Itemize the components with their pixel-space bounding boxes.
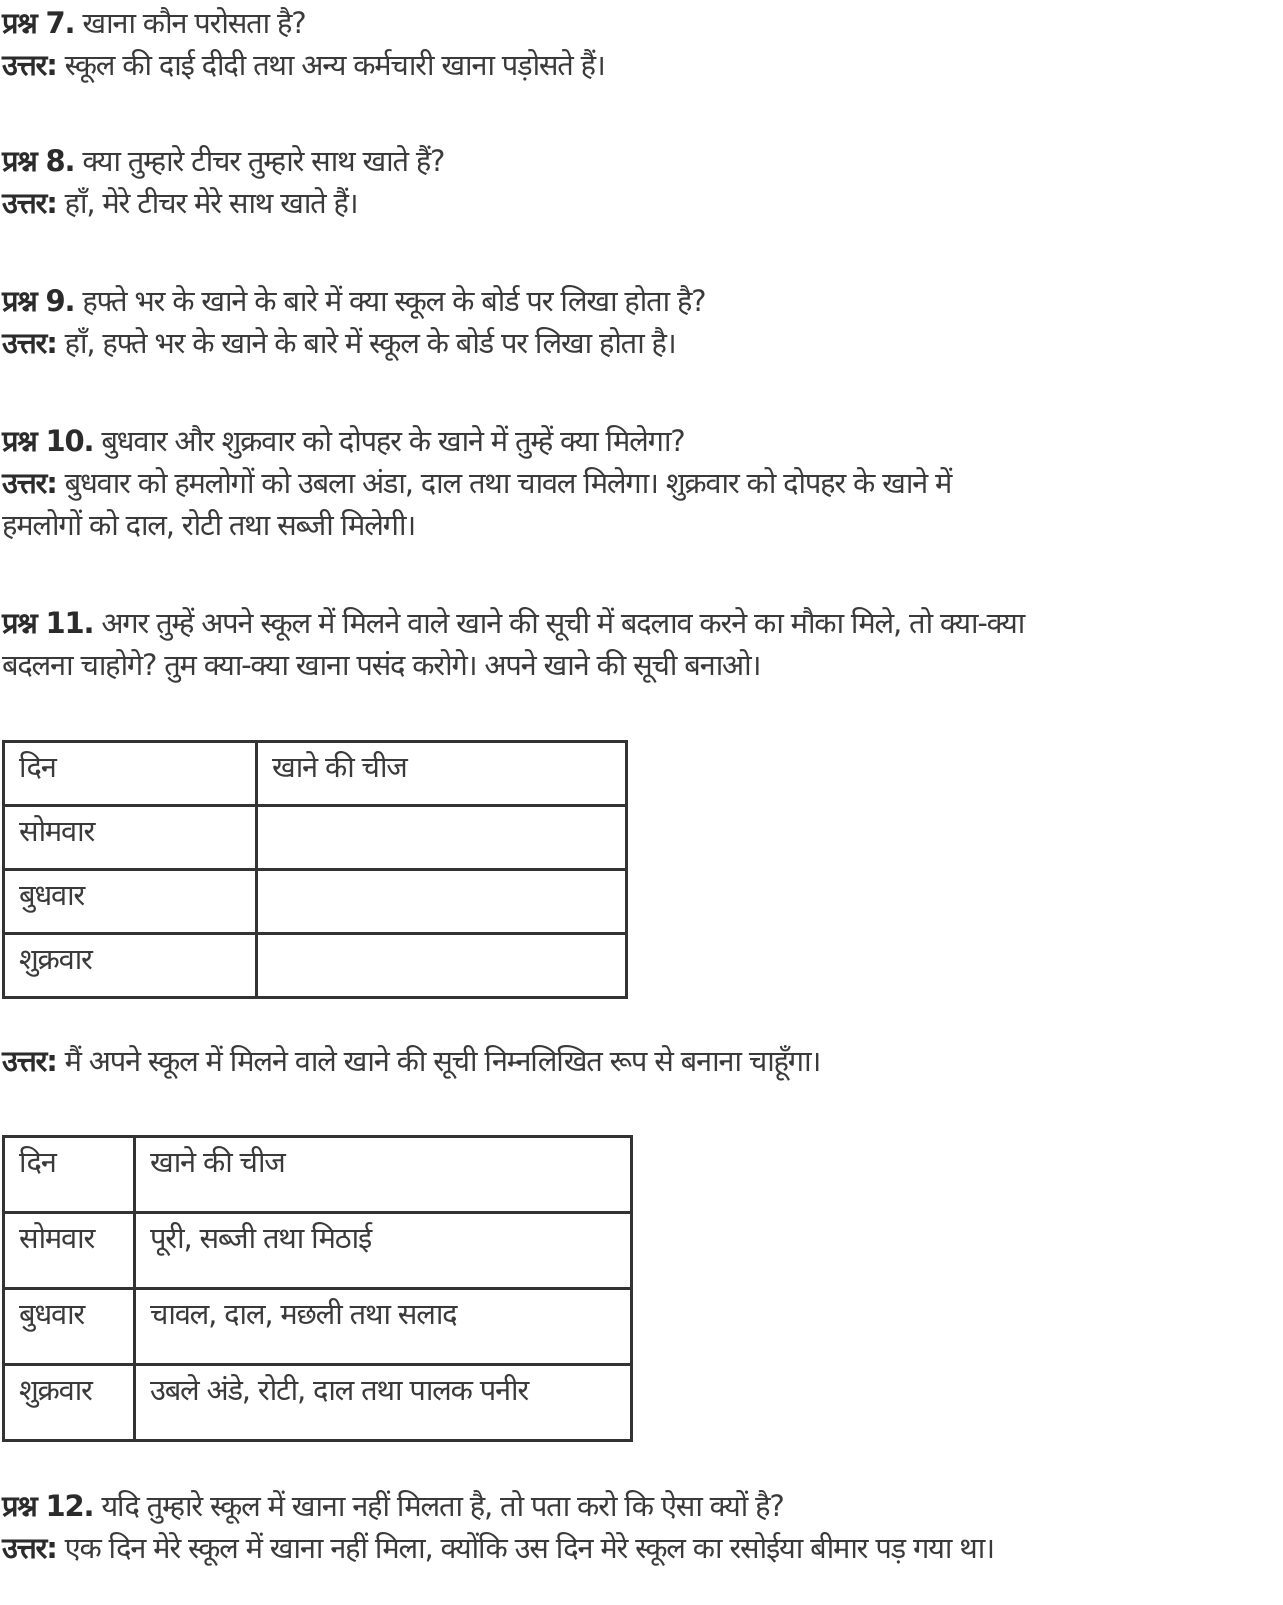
answer-10 (2, 462, 951, 504)
header-cell-day: दिन (4, 742, 257, 806)
food-cell (257, 934, 627, 998)
answer-7 (2, 44, 605, 86)
answer-text: स्कूल की दाई दीदी तथा अन्य कर्मचारी खाना पड़ोसते हैं। (64, 48, 605, 82)
answer-12 (2, 1527, 994, 1569)
header-cell-food: खाने की चीज (257, 742, 627, 806)
table-row (4, 1213, 632, 1289)
question-11 (2, 602, 1024, 644)
question-label: प्रश्न 7. (2, 6, 75, 40)
question-text-line-1: अगर तुम्हें अपने स्कूल में मिलने वाले खाने की सूची में बदलाव करने का मौका मिले, तो क्या-क्या (101, 606, 1025, 640)
day-cell: सोमवार (4, 1213, 135, 1289)
answer-label: उत्तर: (2, 326, 57, 360)
question-text-line-2: बदलना चाहोगे? तुम क्या-क्या खाना पसंद करोगे। अपने खाने की सूची बनाओ। (2, 648, 761, 682)
question-label: प्रश्न 10. (2, 424, 94, 458)
answer-label: उत्तर: (2, 1531, 57, 1565)
answer-text: एक दिन मेरे स्कूल में खाना नहीं मिला, क्योंकि उस दिन मेरे स्कूल का रसोईया बीमार पड़ गया था। (64, 1531, 994, 1565)
answer-text-line-2: हमलोगों को दाल, रोटी तथा सब्जी मिलेगी। (2, 508, 416, 542)
answer-label: उत्तर: (2, 48, 57, 82)
food-cell (257, 806, 627, 870)
food-cell: चावल, दाल, मछली तथा सलाद (135, 1289, 632, 1365)
day-cell: शुक्रवार (4, 1365, 135, 1441)
answer-label: उत्तर: (2, 1044, 57, 1078)
question-text: बुधवार और शुक्रवार को दोपहर के खाने में तुम्हें क्या मिलेगा? (101, 424, 685, 458)
header-cell-day: दिन (4, 1137, 135, 1213)
question-label: प्रश्न 11. (2, 606, 94, 640)
table-row (4, 806, 627, 870)
question-text: यदि तुम्हारे स्कूल में खाना नहीं मिलता है, तो पता करो कि ऐसा क्यों है? (101, 1489, 784, 1523)
table-row (4, 1365, 632, 1441)
food-cell: पूरी, सब्जी तथा मिठाई (135, 1213, 632, 1289)
blank-menu-table (2, 740, 628, 999)
answer-11 (2, 1040, 820, 1082)
question-text: खाना कौन परोसता है? (82, 6, 306, 40)
day-cell: सोमवार (4, 806, 257, 870)
question-9 (2, 280, 705, 322)
table-row (4, 934, 627, 998)
question-label: प्रश्न 8. (2, 144, 75, 178)
answer-8 (2, 182, 357, 224)
food-cell: उबले अंडे, रोटी, दाल तथा पालक पनीर (135, 1365, 632, 1441)
question-12 (2, 1485, 784, 1527)
day-cell: बुधवार (4, 1289, 135, 1365)
header-cell-food: खाने की चीज (135, 1137, 632, 1213)
question-8 (2, 140, 444, 182)
filled-menu-table (2, 1135, 633, 1442)
answer-9 (2, 322, 676, 364)
table-header-row (4, 1137, 632, 1213)
answer-text-line-1: बुधवार को हमलोगों को उबला अंडा, दाल तथा चावल मिलेगा। शुक्रवार को दोपहर के खाने में (64, 466, 952, 500)
answer-label: उत्तर: (2, 466, 57, 500)
answer-text: मैं अपने स्कूल में मिलने वाले खाने की सूची निम्नलिखित रूप से बनाना चाहूँगा। (64, 1044, 821, 1078)
question-text: क्या तुम्हारे टीचर तुम्हारे साथ खाते हैं? (82, 144, 445, 178)
table-row (4, 870, 627, 934)
food-cell (257, 870, 627, 934)
question-7 (2, 2, 305, 44)
day-cell: बुधवार (4, 870, 257, 934)
answer-label: उत्तर: (2, 186, 57, 220)
question-11-continued (2, 644, 760, 686)
question-text: हफ्ते भर के खाने के बारे में क्या स्कूल के बोर्ड पर लिखा होता है? (82, 284, 706, 318)
question-10 (2, 420, 684, 462)
day-cell: शुक्रवार (4, 934, 257, 998)
question-label: प्रश्न 9. (2, 284, 75, 318)
answer-text: हाँ, हफ्ते भर के खाने के बारे में स्कूल के बोर्ड पर लिखा होता है। (64, 326, 676, 360)
table-row (4, 1289, 632, 1365)
answer-10-continued (2, 504, 415, 546)
answer-text: हाँ, मेरे टीचर मेरे साथ खाते हैं। (64, 186, 358, 220)
question-label: प्रश्न 12. (2, 1489, 94, 1523)
table-header-row (4, 742, 627, 806)
